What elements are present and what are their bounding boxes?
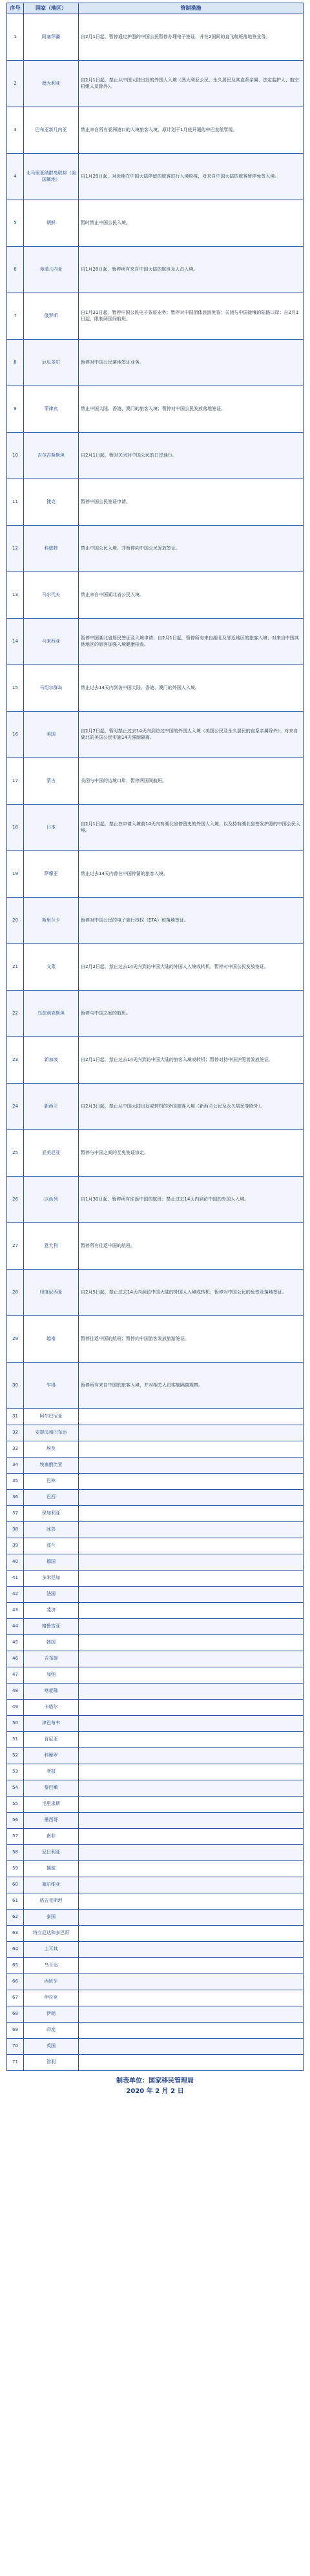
row-number: 53 [7, 1764, 24, 1780]
row-measure: 暂停往返中国的航班；暂停向中国游客发放旅游签证。 [79, 1316, 304, 1363]
table-row [7, 1363, 304, 1409]
row-number: 18 [7, 805, 24, 851]
row-measure: 暂停中国公民签证申请。 [79, 479, 304, 526]
table-row [7, 1877, 304, 1893]
table-row [7, 107, 304, 154]
row-measure: 禁止过去14天内曾在中国停留的旅客入境。 [79, 851, 304, 898]
table-row [7, 200, 304, 247]
row-country: 吉布提 [24, 1651, 79, 1667]
row-number: 11 [7, 479, 24, 526]
row-number: 30 [7, 1363, 24, 1409]
table-row [7, 944, 304, 991]
row-country: 韩国 [24, 1635, 79, 1651]
row-country: 格鲁吉亚 [24, 1619, 79, 1635]
row-country: 赤道几内亚 [24, 247, 79, 293]
row-measure: 自2月2日起，禁止过去14天内到访中国大陆的外国人入境或转机，暂停对中国公民发放签证。 [79, 944, 304, 991]
table-row [7, 805, 304, 851]
row-measure [79, 1764, 304, 1780]
row-country: 蒙古 [24, 758, 79, 805]
row-measure: 暂停与中国之间的航班。 [79, 991, 304, 1037]
row-measure [79, 1587, 304, 1603]
row-measure [79, 1926, 304, 1942]
table-row [7, 1893, 304, 1910]
row-country: 尼日利亚 [24, 1845, 79, 1861]
row-number: 3 [7, 107, 24, 154]
row-country: 捷克 [24, 479, 79, 526]
table-row [7, 1554, 304, 1571]
table-row [7, 1409, 304, 1425]
table-row [7, 1603, 304, 1619]
row-country: 巴林 [24, 1474, 79, 1490]
row-number: 44 [7, 1619, 24, 1635]
row-measure: 暂停所有来自中国的旅客入境，并对相关人员实施隔离观察。 [79, 1363, 304, 1409]
row-measure [79, 1635, 304, 1651]
row-number: 57 [7, 1829, 24, 1845]
table-row [7, 1990, 304, 2006]
row-country: 喀麦隆 [24, 1684, 79, 1700]
table-row [7, 1458, 304, 1474]
row-measure: 自2月3日起，禁止从中国大陆出发或转机的外国旅客入境（新西兰公民及永久居民等除外）。 [79, 1084, 304, 1130]
row-number: 55 [7, 1797, 24, 1813]
row-country: 菲律宾 [24, 386, 79, 433]
row-measure [79, 1910, 304, 1926]
table-row [7, 2039, 304, 2055]
table-row [7, 1316, 304, 1363]
row-country: 乍得 [24, 1363, 79, 1409]
table-row [7, 1910, 304, 1926]
table-row [7, 1587, 304, 1603]
row-measure: 自1月28日起，暂停所有来自中国大陆的航班及人员入境。 [79, 247, 304, 293]
row-measure [79, 1474, 304, 1490]
row-country: 安提瓜和巴布达 [24, 1425, 79, 1441]
row-country: 冰岛 [24, 1522, 79, 1538]
row-country: 德国 [24, 1554, 79, 1571]
row-measure: 暂停对中国公民落地签证业务。 [79, 340, 304, 386]
row-country: 英国 [24, 2039, 79, 2055]
row-measure [79, 1409, 304, 1425]
row-measure [79, 2039, 304, 2055]
row-measure [79, 1942, 304, 1958]
row-measure [79, 1974, 304, 1990]
row-country: 埃塞俄比亚 [24, 1458, 79, 1474]
table-row [7, 479, 304, 526]
row-number: 58 [7, 1845, 24, 1861]
table-row [7, 1037, 304, 1084]
table-row [7, 1942, 304, 1958]
control-measures-table [6, 3, 304, 2071]
row-country: 土耳其 [24, 1942, 79, 1958]
table-row [7, 1522, 304, 1538]
row-number: 70 [7, 2039, 24, 2055]
row-number: 60 [7, 1877, 24, 1893]
row-measure [79, 1700, 304, 1716]
table-row [7, 293, 304, 340]
row-measure [79, 1538, 304, 1554]
row-measure: 自2月1日起，禁止从中国大陆出发的外国人入境（澳大利亚公民、永久居民及其直系亲属、法定监护人、航空机组人员除外）。 [79, 61, 304, 107]
table-row [7, 1861, 304, 1877]
row-measure [79, 2023, 304, 2039]
row-number: 34 [7, 1458, 24, 1474]
table-row [7, 1223, 304, 1270]
row-measure: 自2月1日起，禁止在申请入境前14天内有湖北省停留史的外国人入境，以及持有湖北省签发护照的中国公民入境。 [79, 805, 304, 851]
row-number: 33 [7, 1441, 24, 1458]
row-country: 斯里兰卡 [24, 898, 79, 944]
row-country: 马尔代夫 [24, 572, 79, 619]
row-number: 14 [7, 619, 24, 665]
row-number: 1 [7, 14, 24, 61]
row-measure: 关闭与中国的边境口岸，暂停两国间航班。 [79, 758, 304, 805]
row-measure [79, 1893, 304, 1910]
row-country: 乌干达 [24, 1958, 79, 1974]
row-measure [79, 1845, 304, 1861]
header-no: 序号 [7, 3, 24, 14]
row-country: 加纳 [24, 1667, 79, 1684]
row-number: 67 [7, 1990, 24, 2006]
row-measure: 自1月31日起，暂停中国公民电子签证业务；暂停对中国团体旅游免签；关闭与中国接壤的陆路口岸；自2月1日起，限制两国间航班。 [79, 293, 304, 340]
row-measure: 自2月1日起，暂停通过护照的中国公民暂停办理电子签证，并在2国间的直飞航班落地签业务。 [79, 14, 304, 61]
table-row [7, 1684, 304, 1700]
row-country: 北马里亚纳群岛联邦（美国属地） [24, 154, 79, 200]
row-country: 阿塞拜疆 [24, 14, 79, 61]
table-row [7, 1490, 304, 1506]
row-measure [79, 1861, 304, 1877]
row-number: 51 [7, 1732, 24, 1748]
table-row [7, 1845, 304, 1861]
table-row [7, 1474, 304, 1490]
row-number: 48 [7, 1684, 24, 1700]
row-country: 澳大利亚 [24, 61, 79, 107]
table-row [7, 1958, 304, 1974]
row-measure [79, 1732, 304, 1748]
row-number: 19 [7, 851, 24, 898]
row-country: 伊朗 [24, 2006, 79, 2023]
table-row [7, 1748, 304, 1764]
row-number: 42 [7, 1587, 24, 1603]
row-measure [79, 1813, 304, 1829]
row-number: 5 [7, 200, 24, 247]
row-number: 41 [7, 1571, 24, 1587]
row-number: 9 [7, 386, 24, 433]
table-row [7, 1506, 304, 1522]
row-number: 52 [7, 1748, 24, 1764]
row-country: 南非 [24, 1829, 79, 1845]
row-number: 40 [7, 1554, 24, 1571]
row-number: 2 [7, 61, 24, 107]
table-row [7, 1700, 304, 1716]
row-country: 多米尼加 [24, 1571, 79, 1587]
row-measure: 暂停与中国之间的互免签证协定。 [79, 1130, 304, 1177]
table-row [7, 1571, 304, 1587]
row-country: 老挝 [24, 1764, 79, 1780]
row-number: 17 [7, 758, 24, 805]
table-row [7, 1813, 304, 1829]
row-number: 26 [7, 1177, 24, 1223]
row-number: 69 [7, 2023, 24, 2039]
table-row [7, 154, 304, 200]
header-country: 国家（地区） [24, 3, 79, 14]
table-row [7, 712, 304, 758]
row-country: 马来西亚 [24, 619, 79, 665]
table-row [7, 1270, 304, 1316]
row-country: 新西兰 [24, 1084, 79, 1130]
table-row [7, 1084, 304, 1130]
row-country: 乌兹别克斯坦 [24, 991, 79, 1037]
table-row [7, 2055, 304, 2071]
row-measure [79, 1458, 304, 1474]
row-measure [79, 1797, 304, 1813]
row-country: 萨摩亚 [24, 851, 79, 898]
row-number: 59 [7, 1861, 24, 1877]
row-number: 28 [7, 1270, 24, 1316]
row-country: 以色列 [24, 1177, 79, 1223]
row-number: 13 [7, 572, 24, 619]
row-country: 黎巴嫩 [24, 1780, 79, 1797]
table-row [7, 619, 304, 665]
table-row [7, 1926, 304, 1942]
row-measure: 自2月1日起，禁止过去14天内到访中国大陆的旅客入境或转机；暂停对持中国护照者发放签证。 [79, 1037, 304, 1084]
row-number: 49 [7, 1700, 24, 1716]
row-number: 66 [7, 1974, 24, 1990]
row-number: 61 [7, 1893, 24, 1910]
table-row [7, 1829, 304, 1845]
table-row [7, 1177, 304, 1223]
table-row [7, 433, 304, 479]
row-measure: 自2月5日起，禁止过去14天内到访中国大陆的外国人入境或转机；暂停对中国公民的免签及落地签证。 [79, 1270, 304, 1316]
row-number: 43 [7, 1603, 24, 1619]
row-country: 西班牙 [24, 1974, 79, 1990]
table-header [7, 3, 304, 14]
table-row [7, 1716, 304, 1732]
table-row [7, 14, 304, 61]
row-measure [79, 1522, 304, 1538]
table-row [7, 1619, 304, 1635]
row-number: 38 [7, 1522, 24, 1538]
table-row [7, 1732, 304, 1748]
row-number: 45 [7, 1635, 24, 1651]
row-measure: 禁止中国大陆、香港、澳门的旅客入境；暂停对中国公民发放落地签证。 [79, 386, 304, 433]
row-measure: 自2月1日起，暂时关闭对中国公民的口岸通行。 [79, 433, 304, 479]
row-country: 塞尔维亚 [24, 1877, 79, 1893]
row-measure: 暂停对中国公民的电子旅行授权（ETA）和落地签证。 [79, 898, 304, 944]
row-country: 特立尼达和多巴哥 [24, 1926, 79, 1942]
footer [6, 2071, 304, 2097]
table-row [7, 1130, 304, 1177]
row-measure: 自1月29日起，对近期在中国大陆停留的旅客进行入境检疫，对来自中国大陆的旅客暂停免签入境。 [79, 154, 304, 200]
row-measure [79, 1780, 304, 1797]
table-row [7, 526, 304, 572]
row-number: 16 [7, 712, 24, 758]
row-measure: 自2月2日起，暂时禁止过去14天内到访过中国的外国人入境（美国公民及永久居民的直系亲属除外）；对来自湖北的美国公民实施14天强制隔离。 [79, 712, 304, 758]
row-number: 64 [7, 1942, 24, 1958]
table-row [7, 1635, 304, 1651]
table-row [7, 665, 304, 712]
row-country: 阿尔巴尼亚 [24, 1409, 79, 1425]
table-row [7, 1667, 304, 1684]
row-measure [79, 1603, 304, 1619]
row-country: 伊拉克 [24, 1990, 79, 2006]
table-row [7, 386, 304, 433]
table-row [7, 2006, 304, 2023]
row-number: 4 [7, 154, 24, 200]
row-number: 46 [7, 1651, 24, 1667]
row-country: 科摩罗 [24, 1748, 79, 1764]
row-number: 56 [7, 1813, 24, 1829]
table-row [7, 1425, 304, 1441]
row-country: 埃及 [24, 1441, 79, 1458]
table-row [7, 2023, 304, 2039]
row-country: 卡塔尔 [24, 1700, 79, 1716]
row-number: 63 [7, 1926, 24, 1942]
row-country: 塔吉克斯坦 [24, 1893, 79, 1910]
row-country: 印度尼西亚 [24, 1270, 79, 1316]
row-measure [79, 1651, 304, 1667]
table-row [7, 758, 304, 805]
row-country: 斐济 [24, 1603, 79, 1619]
row-country: 厄瓜多尔 [24, 340, 79, 386]
row-country: 吉尔吉斯斯坦 [24, 433, 79, 479]
row-measure: 禁止过去14天内到访中国大陆、香港、澳门的外国人入境。 [79, 665, 304, 712]
table-row [7, 1441, 304, 1458]
page [6, 0, 304, 2097]
table-row [7, 1538, 304, 1554]
row-number: 68 [7, 2006, 24, 2023]
row-number: 25 [7, 1130, 24, 1177]
row-country: 科威特 [24, 526, 79, 572]
row-number: 54 [7, 1780, 24, 1797]
row-measure: 暂停所有往返中国的航班。 [79, 1223, 304, 1270]
row-number: 32 [7, 1425, 24, 1441]
row-measure [79, 1829, 304, 1845]
row-country: 朝鲜 [24, 200, 79, 247]
row-country: 巴布亚新几内亚 [24, 107, 79, 154]
header-measure: 管制措施 [79, 3, 304, 14]
row-country: 法国 [24, 1587, 79, 1603]
row-number: 21 [7, 944, 24, 991]
row-measure: 暂停中国湖北省居民签证及入境申请；自2月1日起，暂停所有来自湖北及邻近地区的旅客入境；对来自中国其他地区的旅客加强入境健康检查。 [79, 619, 304, 665]
row-measure [79, 1571, 304, 1587]
row-country: 挪威 [24, 1861, 79, 1877]
table-row [7, 572, 304, 619]
row-country: 印度 [24, 2023, 79, 2039]
row-number: 62 [7, 1910, 24, 1926]
table-row [7, 1797, 304, 1813]
row-measure [79, 1716, 304, 1732]
row-country: 泰国 [24, 1910, 79, 1926]
table-body [7, 14, 304, 2071]
row-number: 27 [7, 1223, 24, 1270]
row-country: 亚美尼亚 [24, 1130, 79, 1177]
footer-date: 2020 年 2 月 2 日 [126, 2088, 184, 2095]
table-row [7, 1764, 304, 1780]
row-country: 越南 [24, 1316, 79, 1363]
row-number: 22 [7, 991, 24, 1037]
row-country: 墨西哥 [24, 1813, 79, 1829]
row-country: 波兰 [24, 1538, 79, 1554]
row-country: 巴西 [24, 1490, 79, 1506]
table-row [7, 247, 304, 293]
row-number: 7 [7, 293, 24, 340]
table-row [7, 340, 304, 386]
row-number: 15 [7, 665, 24, 712]
row-measure: 禁止来自所有亚洲港口的入境旅客入境，原计划于1月底开通的中巴直航暂缓。 [79, 107, 304, 154]
table-row [7, 1780, 304, 1797]
row-country: 保加利亚 [24, 1506, 79, 1522]
row-measure [79, 2055, 304, 2071]
table-row [7, 1651, 304, 1667]
row-measure [79, 1990, 304, 2006]
row-country: 津巴布韦 [24, 1716, 79, 1732]
row-country: 俄罗斯 [24, 293, 79, 340]
row-number: 29 [7, 1316, 24, 1363]
row-measure [79, 1877, 304, 1893]
row-country: 智利 [24, 2055, 79, 2071]
row-number: 65 [7, 1958, 24, 1974]
row-measure [79, 1506, 304, 1522]
row-number: 23 [7, 1037, 24, 1084]
row-number: 36 [7, 1490, 24, 1506]
row-measure [79, 1667, 304, 1684]
table-row [7, 1974, 304, 1990]
row-measure: 暂时禁止中国公民入境。 [79, 200, 304, 247]
row-measure [79, 2006, 304, 2023]
row-measure [79, 1684, 304, 1700]
row-measure [79, 1748, 304, 1764]
table-row [7, 898, 304, 944]
row-number: 39 [7, 1538, 24, 1554]
row-measure [79, 1554, 304, 1571]
row-measure [79, 1441, 304, 1458]
row-country: 马绍尔群岛 [24, 665, 79, 712]
table-row [7, 991, 304, 1037]
row-country: 毛里求斯 [24, 1797, 79, 1813]
row-number: 71 [7, 2055, 24, 2071]
footer-unit: 制表单位：国家移民管理局 [116, 2077, 194, 2085]
row-number: 37 [7, 1506, 24, 1522]
row-country: 日本 [24, 805, 79, 851]
row-measure [79, 1490, 304, 1506]
row-number: 47 [7, 1667, 24, 1684]
row-country: 肯尼亚 [24, 1732, 79, 1748]
row-measure: 自1月30日起，暂停所有往返中国的航班；禁止过去14天内到访中国的外国人入境。 [79, 1177, 304, 1223]
table-row [7, 851, 304, 898]
row-measure: 禁止中国公民入境，并暂停向中国公民发放签证。 [79, 526, 304, 572]
row-country: 美国 [24, 712, 79, 758]
row-number: 6 [7, 247, 24, 293]
row-country: 文莱 [24, 944, 79, 991]
row-number: 50 [7, 1716, 24, 1732]
row-number: 31 [7, 1409, 24, 1425]
table-row [7, 61, 304, 107]
row-measure [79, 1425, 304, 1441]
row-measure [79, 1958, 304, 1974]
row-number: 20 [7, 898, 24, 944]
row-number: 8 [7, 340, 24, 386]
row-measure: 禁止来自中国湖北省公民入境。 [79, 572, 304, 619]
row-measure [79, 1619, 304, 1635]
row-country: 意大利 [24, 1223, 79, 1270]
row-number: 10 [7, 433, 24, 479]
row-country: 新加坡 [24, 1037, 79, 1084]
row-number: 35 [7, 1474, 24, 1490]
row-number: 12 [7, 526, 24, 572]
row-number: 24 [7, 1084, 24, 1130]
